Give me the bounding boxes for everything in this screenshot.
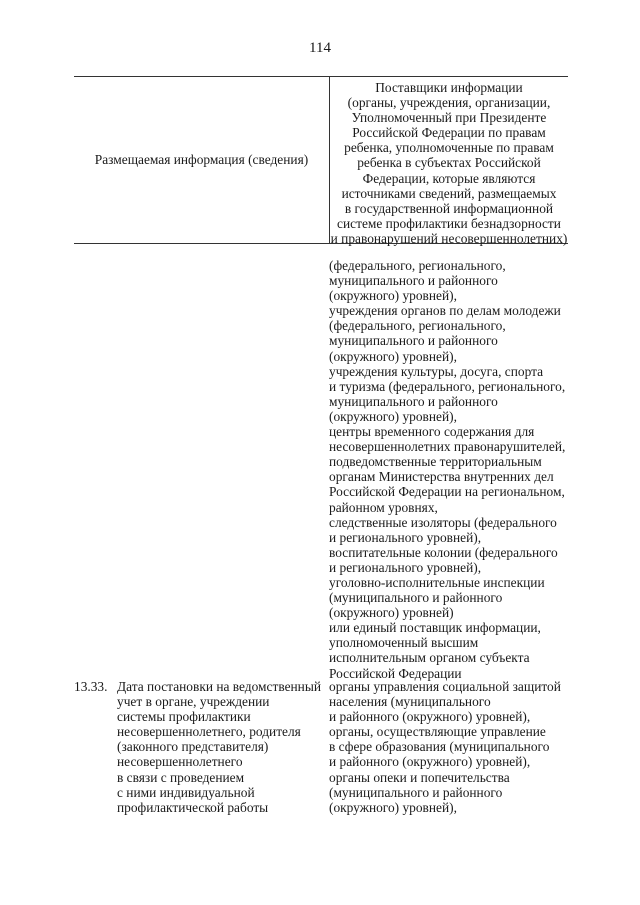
text-line: учет в органе, учреждении [117, 694, 270, 710]
text-line: (окружного) уровней), [329, 288, 457, 304]
text-line: уполномоченный высшим [329, 635, 479, 651]
header-line: системе профилактики безнадзорности [337, 215, 561, 231]
text-line: Российской Федерации [329, 665, 462, 681]
text-line: воспитательные колонии (федерального [329, 544, 558, 560]
text-line: и районного (окружного) уровней), [329, 709, 531, 725]
text-line: Дата постановки на ведомственный [117, 679, 322, 694]
text-line: несовершеннолетнего, родителя [117, 724, 301, 740]
text-line: с ними индивидуальной [117, 784, 255, 800]
header-column-providers [330, 80, 568, 246]
page-number: 114 [309, 40, 331, 56]
text-line: муниципального и районного [329, 273, 498, 289]
header-line: ребенка в субъектах Российской [357, 155, 541, 171]
text-line: и регионального уровней), [329, 559, 482, 575]
header-line: (органы, учреждения, организации, [347, 95, 551, 111]
header-line: и правонарушений несовершеннолетних) [330, 230, 568, 246]
header-line: источниками сведений, размещаемых [341, 185, 557, 201]
text-line: и районного (окружного) уровней), [329, 754, 531, 770]
row-description [117, 679, 321, 815]
text-line: и туризма (федерального, регионального, [329, 378, 566, 394]
text-line: учреждения культуры, досуга, спорта [329, 363, 544, 379]
text-line: следственные изоляторы (федерального [329, 514, 557, 530]
text-line: Российской Федерации на региональном, [329, 484, 565, 500]
header-line: в государственной информационной [344, 200, 554, 216]
text-line: населения (муниципального [329, 694, 491, 710]
text-line: центры временного содержания для [329, 424, 535, 440]
text-line: несовершеннолетнего [117, 754, 243, 770]
text-line: муниципального и районного [329, 393, 498, 409]
row-providers [329, 679, 561, 815]
text-line: (законного представителя) [117, 739, 269, 755]
text-line: (федерального, регионального, [329, 258, 506, 273]
text-line: уголовно-исполнительные инспекции [329, 574, 545, 590]
text-line: (окружного) уровней), [329, 408, 457, 424]
text-line: органы управления социальной защитой [329, 679, 561, 694]
text-line: в сфере образования (муниципального [329, 739, 550, 755]
text-line: профилактической работы [117, 799, 269, 815]
text-line: муниципального и районного [329, 333, 498, 349]
header-column-info: Размещаемая информация (сведения) [94, 152, 309, 167]
text-line: несовершеннолетних правонарушителей, [329, 439, 566, 455]
text-line: (окружного) уровней) [329, 605, 454, 621]
text-line: (муниципального и районного [329, 590, 503, 606]
text-line: (окружного) уровней), [329, 348, 457, 364]
row-number: 13.33. [74, 679, 108, 694]
continued-providers-list [329, 258, 565, 681]
text-line: (федерального, регионального, [329, 318, 506, 334]
header-line: Уполномоченный при Президенте [351, 110, 547, 126]
text-line: в связи с проведением [117, 769, 245, 785]
text-line: подведомственные территориальным [329, 454, 542, 470]
table-header [74, 76, 568, 244]
header-line: ребенка, уполномоченные по правам [344, 140, 554, 156]
text-line: учреждения органов по делам молодежи [329, 303, 561, 319]
header-line: Российской Федерации по правам [352, 125, 546, 141]
text-line: системы профилактики [117, 709, 251, 725]
text-line: и регионального уровней), [329, 529, 482, 545]
text-line: органам Министерства внутренних дел [329, 469, 554, 485]
text-line: районном уровнях, [329, 499, 438, 515]
text-line: органы, осуществляющие управление [329, 724, 546, 740]
text-line: исполнительным органом субъекта [329, 650, 530, 666]
header-line: Федерации, которые являются [362, 170, 536, 186]
text-line: или единый поставщик информации, [329, 620, 541, 636]
header-line: Поставщики информации [375, 80, 523, 95]
text-line: (муниципального и районного [329, 784, 503, 800]
text-line: органы опеки и попечительства [329, 769, 510, 785]
text-line: (окружного) уровней), [329, 799, 457, 815]
